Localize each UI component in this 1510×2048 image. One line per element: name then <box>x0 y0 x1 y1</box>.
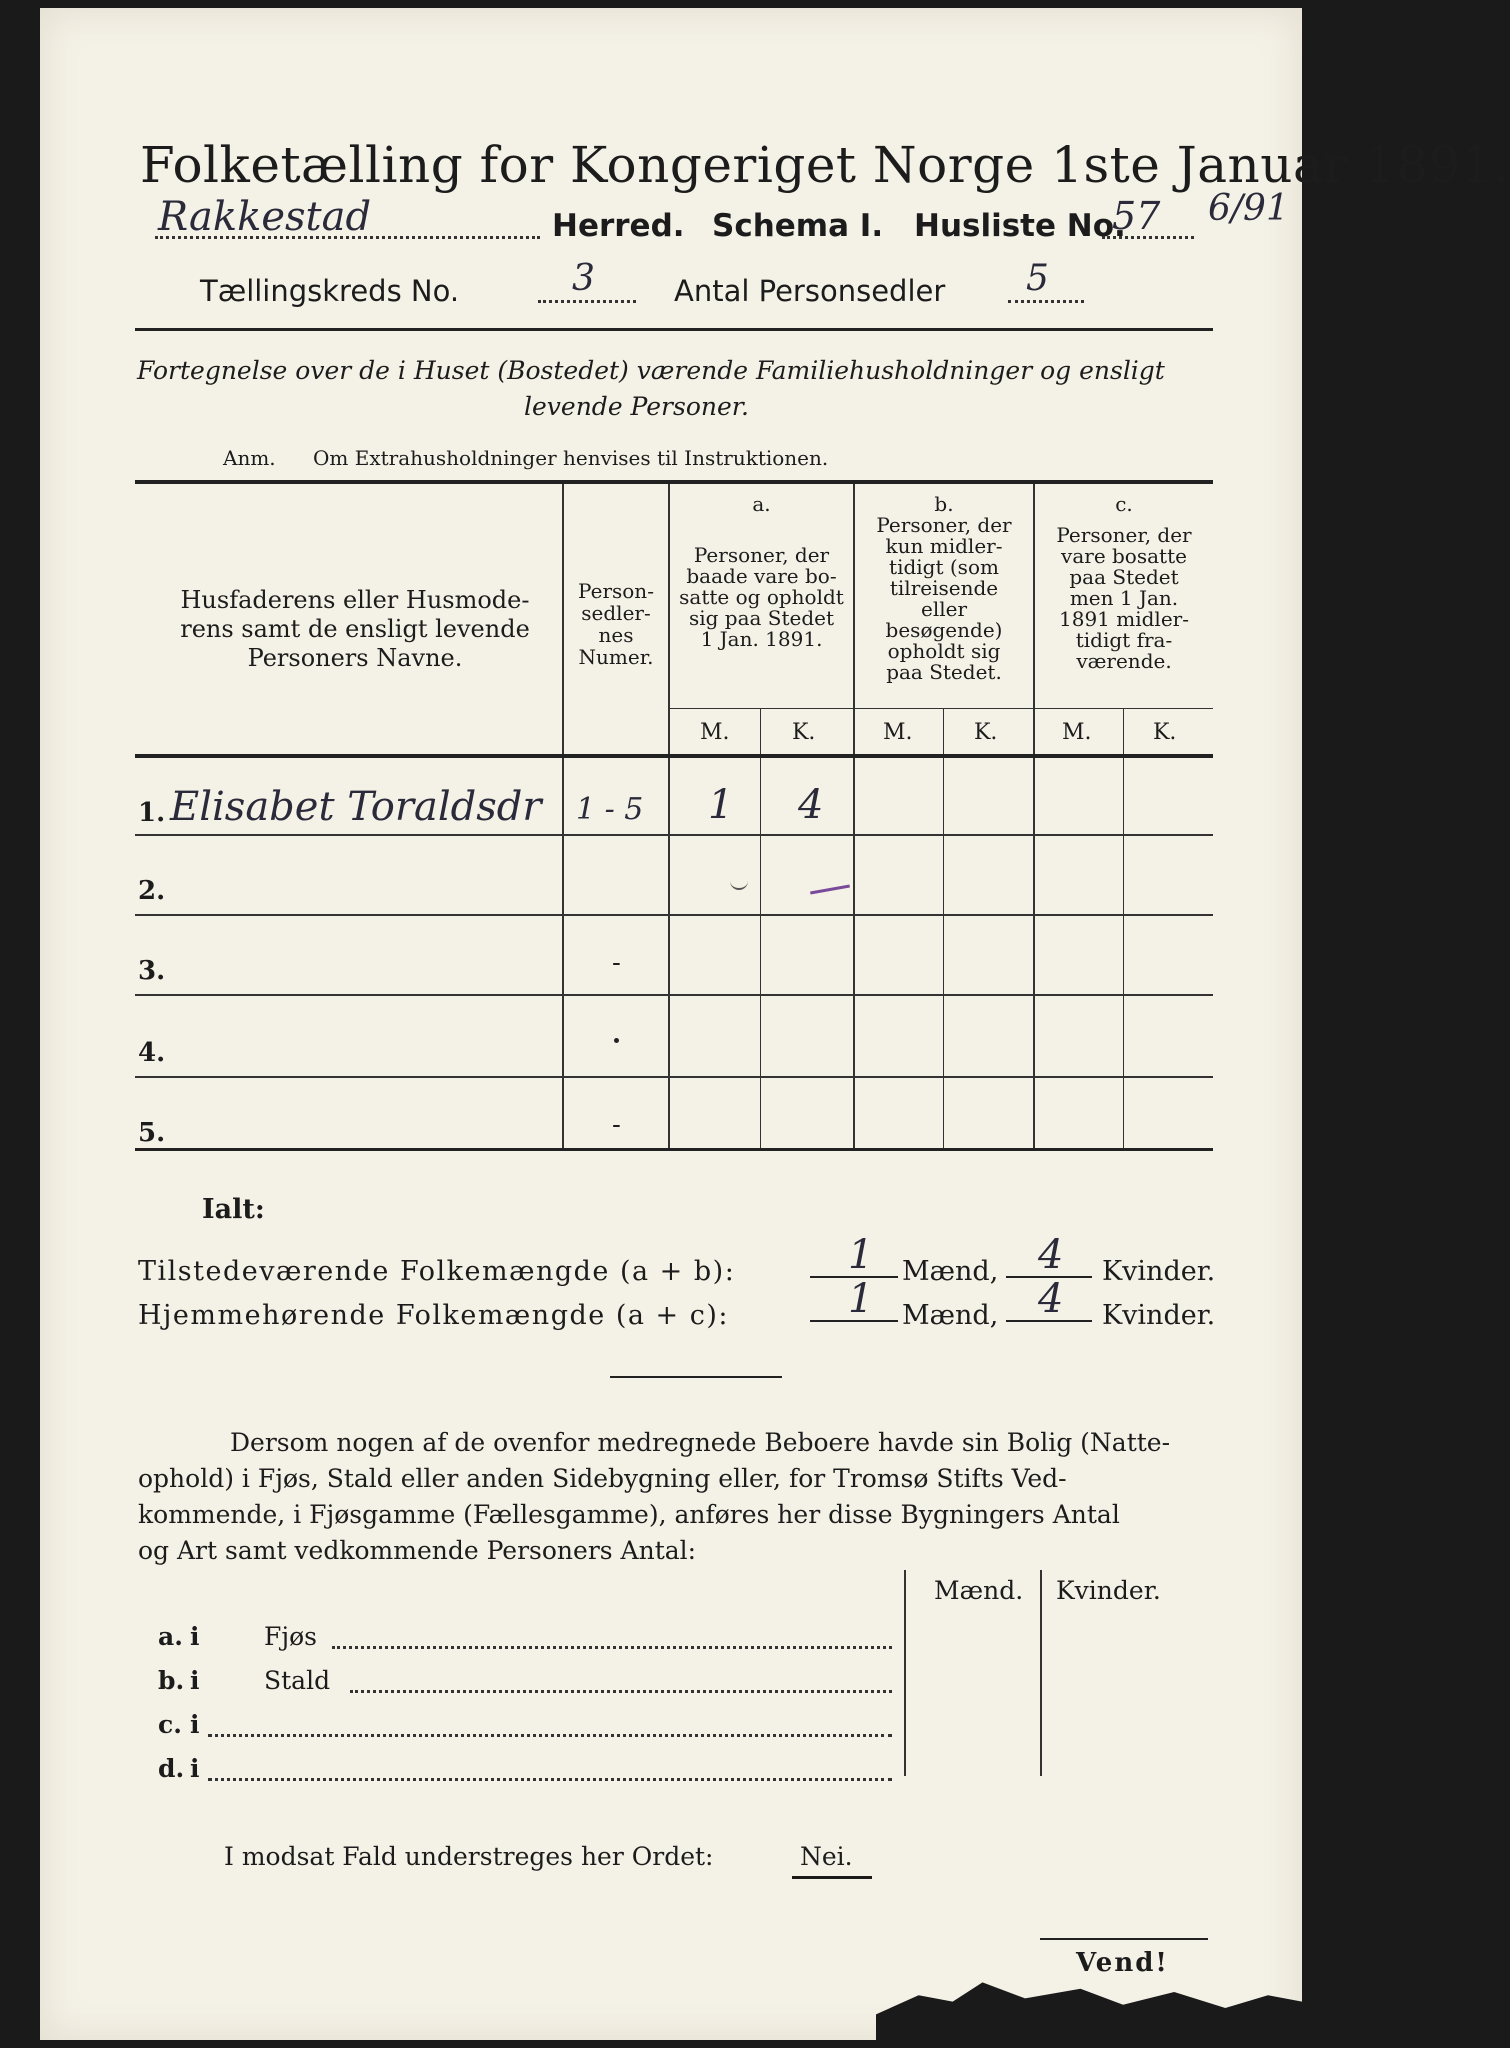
row-5-num: 5. <box>138 1118 166 1148</box>
row-4-rule <box>135 1076 1213 1078</box>
row-3-rule <box>135 994 1213 996</box>
para-line-3: kommende, i Fjøsgamme (Fællesgamme), anføres her disse Bygningers Antal <box>138 1500 1120 1529</box>
hjemme-k-value: 4 <box>1038 1276 1064 1322</box>
building-b-name: Stald <box>264 1666 331 1695</box>
building-d-letter: d. <box>158 1754 185 1783</box>
form-title: Folketælling for Kongeriget Norge 1ste Januar 1891. <box>140 136 1510 194</box>
row-1-sedler: 1 - 5 <box>576 792 644 827</box>
table-bottom-rule <box>135 1148 1213 1151</box>
kreds-label: Tællingskreds No. <box>200 274 460 308</box>
tilstede-m-value: 1 <box>848 1232 874 1278</box>
kreds-field-line <box>538 300 636 303</box>
para-line-4: og Art samt vedkommende Personers Antal: <box>138 1536 697 1565</box>
building-b-i: i <box>190 1666 200 1695</box>
building-c-i: i <box>190 1710 200 1739</box>
place-handwritten: Rakkestad <box>158 194 372 240</box>
buildings-divider-1 <box>904 1570 906 1776</box>
buildings-kvinder-header: Kvinder. <box>1056 1576 1161 1605</box>
schema-label: Schema I. <box>712 208 884 244</box>
buildings-maend-header: Mænd. <box>934 1576 1024 1605</box>
row-1-num: 1. <box>138 798 166 828</box>
row-2-rule <box>135 914 1213 916</box>
row-2-num: 2. <box>138 876 166 906</box>
modsat-text: I modsat Fald understreges her Ordet: <box>224 1842 714 1871</box>
intro-line-1: Fortegnelse over de i Huset (Bostedet) værende Familiehusholdninger og ensligt <box>137 356 1165 385</box>
row-1-a-k: 4 <box>798 782 824 828</box>
building-a-i: i <box>190 1622 200 1651</box>
table-top-rule <box>135 480 1213 484</box>
husliste-extra: 6/91 <box>1208 188 1289 229</box>
a-k-header: K. <box>792 720 816 745</box>
c-m-header: M. <box>1062 720 1092 745</box>
col-header-num: Person- sedler- nes Numer. <box>578 579 654 669</box>
col-header-b: b. Personer, der kun midler- tidigt (som tilreisende eller besøgende) opholdt sig paa Stedet. <box>876 492 1012 684</box>
hjemme-kvinder: Kvinder. <box>1102 1300 1216 1331</box>
mk-top-rule <box>668 708 1213 709</box>
tilstede-k-value: 4 <box>1038 1232 1064 1278</box>
row-4-num: 4. <box>138 1038 166 1068</box>
husliste-label: Husliste No. <box>914 208 1126 244</box>
tilstede-maend: Mænd, <box>902 1256 999 1287</box>
col-header-name: Husfaderens eller Husmode- rens samt de ensligt levende Personers Navne. <box>180 586 530 672</box>
vend-rule <box>1040 1938 1208 1940</box>
building-a-letter: a. <box>158 1622 183 1651</box>
anm-text: Om Extrahusholdninger henvises til Instruktionen. <box>313 446 829 470</box>
para-line-2: ophold) i Fjøs, Stald eller anden Sidebygning eller, for Tromsø Stifts Ved- <box>138 1464 1067 1493</box>
col-header-a: a. Personer, der baade vare bo- satte og opholdt sig paa Stedet 1 Jan. 1891. <box>679 492 844 651</box>
row-2-a-k-mark <box>810 885 850 895</box>
building-d-leader <box>208 1778 892 1781</box>
hjemme-label: Hjemmehørende Folkemængde (a + c): <box>138 1300 729 1331</box>
torn-corner <box>876 1976 1302 2040</box>
building-c-letter: c. <box>158 1710 182 1739</box>
row-3-sedler: - <box>612 948 621 978</box>
building-a-name: Fjøs <box>264 1622 317 1651</box>
antal-value: 5 <box>1026 258 1049 299</box>
antal-label: Antal Personsedler <box>674 274 946 308</box>
row-2-a-m-mark <box>730 880 748 890</box>
row-4-dot <box>614 1038 619 1043</box>
anm-label: Anm. <box>223 446 276 470</box>
row-1-rule <box>135 834 1213 836</box>
col-divider-a-mk <box>760 708 761 1150</box>
row-1-name: Elisabet Toraldsdr <box>170 784 542 830</box>
col-header-c: c. Personer, der vare bosatte paa Stedet men 1 Jan. 1891 midler- tidigt fra- værende. <box>1056 492 1192 673</box>
row-5-sedler: - <box>612 1110 621 1140</box>
b-k-header: K. <box>974 720 998 745</box>
b-m-header: M. <box>883 720 913 745</box>
col-divider-b-mk <box>943 708 944 1150</box>
building-d-i: i <box>190 1754 200 1783</box>
kreds-value: 3 <box>572 258 595 299</box>
antal-field-line <box>1008 300 1084 303</box>
tilstede-kvinder: Kvinder. <box>1102 1256 1216 1287</box>
buildings-divider-2 <box>1040 1570 1042 1776</box>
ialt-label: Ialt: <box>202 1194 265 1225</box>
a-m-header: M. <box>700 720 730 745</box>
building-b-leader <box>350 1690 892 1693</box>
census-form-sheet <box>40 8 1510 2040</box>
row-3-num: 3. <box>138 956 166 986</box>
para-line-1: Dersom nogen af de ovenfor medregnede Beboere havde sin Bolig (Natte- <box>230 1428 1171 1457</box>
building-b-letter: b. <box>158 1666 185 1695</box>
hjemme-maend: Mænd, <box>902 1300 999 1331</box>
table-header-rule <box>135 754 1213 758</box>
col-divider-c-mk <box>1123 708 1124 1150</box>
nei-underline <box>792 1876 872 1879</box>
tilstede-label: Tilstedeværende Folkemængde (a + b): <box>138 1256 736 1287</box>
vend-label: Vend! <box>1076 1948 1169 1978</box>
nei-word: Nei. <box>800 1842 853 1871</box>
section-divider <box>610 1376 782 1378</box>
c-k-header: K. <box>1153 720 1177 745</box>
hjemme-m-value: 1 <box>848 1276 874 1322</box>
row-1-a-m: 1 <box>708 782 734 828</box>
intro-line-2: levende Personer. <box>524 392 749 421</box>
herred-label: Herred. <box>552 208 685 244</box>
building-c-leader <box>208 1734 892 1737</box>
building-a-leader <box>332 1646 892 1649</box>
husliste-value: 57 <box>1112 194 1161 238</box>
header-rule <box>135 328 1213 331</box>
